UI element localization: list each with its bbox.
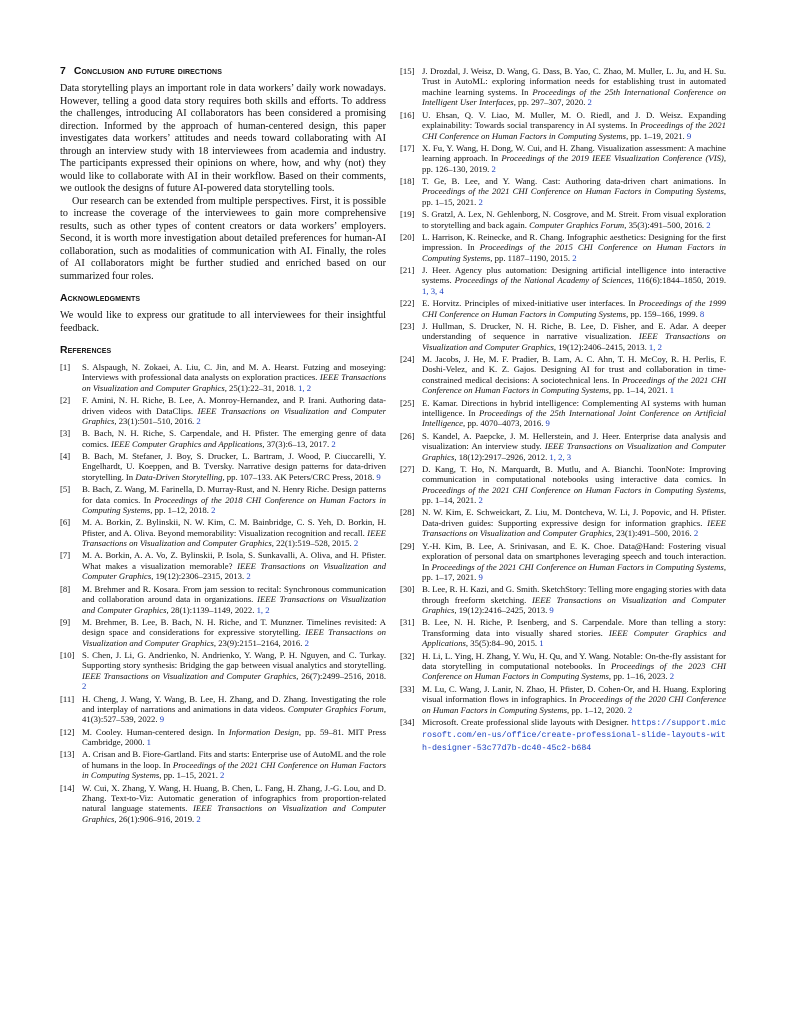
- reference-number: [19]: [400, 209, 415, 220]
- reference-number: [9]: [60, 616, 71, 627]
- reference-venue: IEEE Transactions on Visualization and Computer Graphics: [422, 331, 727, 352]
- reference-venue: IEEE Transactions on Visualization and Computer Graphics: [82, 405, 386, 427]
- reference-text: [82, 362, 386, 393]
- reference-details: , pp. 59–81. MIT Press Cambridge, 2000.: [82, 726, 387, 748]
- reference-number: [2]: [60, 395, 71, 406]
- reference-authors-title: A. Crisan and B. Fiore-Gartland. Fits and starts: Enterprise use of AutoML and the role of humans in the loop. In: [82, 749, 386, 770]
- reference-text: [422, 717, 726, 754]
- reference-list-left: [60, 362, 386, 824]
- reference-text: [422, 541, 726, 583]
- reference-text: [422, 298, 726, 319]
- reference-authors-title: M. A. Borkin, Z. Bylinskii, N. W. Kim, C. M. Bainbridge, C. S. Yeh, D. Borkin, H. Pfister, and A. Oliva. Beyond memorability: Visualization recognition and recall.: [82, 517, 386, 538]
- reference-item: [400, 110, 726, 141]
- reference-backlinks[interactable]: 2: [196, 813, 201, 824]
- reference-authors-title: H. Cheng, J. Wang, Y. Wang, B. Lee, H. Zhang, and D. Zhang. Investigating the role and interplay of narrations and animations in data videos.: [82, 693, 386, 715]
- reference-number: [15]: [400, 66, 415, 76]
- reference-details: , pp. 1–12, 2018.: [150, 505, 212, 516]
- reference-authors-title: B. Lee, R. H. Kazi, and G. Smith. SketchStory: Telling more engaging stories with data through freeform sketching.: [422, 584, 726, 605]
- reference-details: , 23(1):501–510, 2016.: [114, 416, 197, 427]
- reference-venue: Proceedings of the 2015 CHI Conference on Human Factors in Computing Systems: [422, 242, 726, 263]
- reference-text: [422, 143, 726, 174]
- reference-details: , pp. 1–17, 2021.: [422, 561, 726, 582]
- reference-authors-title: W. Cui, X. Zhang, Y. Wang, H. Huang, B. Chen, L. Fang, H. Zhang, J.-G. Lou, and D. Zhang. Text-to-Viz: Automatic generation of infographics from proportion-related natural language statements.: [82, 782, 386, 814]
- reference-item: [400, 431, 726, 462]
- reference-text: [82, 783, 386, 825]
- reference-authors-title: H. Li, L. Ying, H. Zhang, Y. Wu, H. Qu, and Y. Wang. Notable: On-the-fly assistant for data storytelling in computational notebooks. In: [422, 650, 726, 672]
- reference-item: [400, 354, 726, 396]
- reference-item: [60, 584, 386, 615]
- reference-item: [400, 617, 726, 648]
- reference-number: [31]: [400, 617, 415, 628]
- reference-details: , 35(3):491–500, 2016.: [624, 219, 707, 230]
- reference-venue: Proceedings of the 2021 CHI Conference on Human Factors in Computing Systems: [422, 484, 724, 495]
- reference-details: , 18(12):2917–2926, 2012.: [454, 451, 550, 462]
- reference-number: [34]: [400, 716, 415, 727]
- reference-details: , 28(1):1139–1149, 2022.: [166, 604, 257, 615]
- reference-venue: Proceedings of the 2021 CHI Conference on Human Factors in Computing Systems: [422, 186, 724, 197]
- reference-authors-title: D. Kang, T. Ho, N. Marquardt, B. Mutlu, and A. Bianchi. ToonNote: Improving communication in computational notebooks using interactive data comics. In: [422, 463, 726, 485]
- reference-number: [18]: [400, 175, 415, 186]
- reference-authors-title: B. Bach, N. H. Riche, S. Carpendale, and H. Pfister. The emerging genre of data comics.: [82, 428, 386, 449]
- reference-details: , 23(9):2151–2164, 2016.: [213, 637, 305, 648]
- reference-item: [400, 651, 726, 682]
- reference-venue: IEEE Transactions on Visualization and Computer Graphics: [422, 594, 726, 616]
- reference-item: [60, 517, 386, 548]
- reference-details: , 37(3):6–13, 2017.: [262, 438, 332, 449]
- left-column: [60, 66, 386, 826]
- reference-number: [8]: [60, 583, 71, 594]
- acknowledgments-heading: [60, 293, 386, 304]
- reference-backlinks[interactable]: 9: [686, 130, 692, 141]
- reference-text: [82, 749, 386, 780]
- reference-item: [400, 398, 726, 429]
- reference-item: [60, 650, 386, 692]
- reference-backlinks[interactable]: 1, 2: [298, 382, 312, 393]
- reference-details: , pp. 4070–4073, 2016.: [463, 418, 546, 429]
- reference-number: [10]: [60, 649, 75, 660]
- reference-backlinks[interactable]: 2: [627, 704, 633, 715]
- reference-venue: Proceedings of the 2021 CHI Conference on Human Factors in Computing Systems: [431, 561, 724, 572]
- reference-details: , pp. 1–12, 2020.: [567, 704, 628, 715]
- reference-details: , pp. 1187–1190, 2015.: [490, 252, 573, 263]
- reference-authors-title: B. Bach, M. Stefaner, J. Boy, S. Drucker, L. Bartram, J. Wood, P. Ciuccarelli, Y. Engelhardt, U. Koeppen, and B. Tversky. Narrative design patterns for data-driven storytelling. In: [82, 451, 386, 482]
- reference-backlinks[interactable]: 2: [211, 505, 216, 516]
- reference-text: [422, 617, 726, 648]
- reference-venue: Data-Driven Storytelling: [135, 471, 223, 482]
- reference-authors-title: X. Fu, Y. Wang, H. Dong, W. Cui, and H. Zhang. Visualization assessment: A machine learning approach. In: [422, 142, 726, 164]
- reference-details: , 26(1):906–916, 2019.: [114, 813, 197, 824]
- reference-venue: IEEE Transactions on Visualization and Computer Graphics: [82, 372, 386, 393]
- reference-venue: IEEE Transactions on Visualization and Computer Graphics: [82, 594, 386, 615]
- reference-details: , 35(5):84–90, 2015.: [465, 638, 540, 649]
- reference-details: , pp. 1–14, 2021.: [422, 484, 726, 506]
- reference-details: , 19(12):2306–2315, 2013.: [151, 571, 247, 582]
- reference-authors-title: S. Chen, J. Li, G. Andrienko, N. Andrienko, Y. Wang, P. H. Nguyen, and C. Turkay. Supporting story synthesis: Bridging the gap between visual analytics and storytelling.: [82, 649, 386, 671]
- reference-authors-title: S. Kandel, A. Paepcke, J. M. Hellerstein, and J. Heer. Enterprise data analysis and visualization: An interview study.: [422, 430, 726, 452]
- reference-number: [24]: [400, 353, 415, 364]
- reference-details: , 26(7):2499–2516, 2018.: [296, 670, 386, 681]
- reference-authors-title: S. Alspaugh, N. Zokaei, A. Liu, C. Jin, and M. A. Hearst. Futzing and moseying: Interviews with professional data analysts on exploration practices.: [82, 362, 386, 383]
- section-title: Conclusion and future directions: [73, 66, 222, 77]
- reference-venue: Proceedings of the 2023 CHI Conference on Human Factors in Computing Systems: [422, 661, 727, 682]
- conclusion-heading: [60, 66, 386, 77]
- reference-backlinks[interactable]: 9: [478, 572, 483, 582]
- reference-number: [5]: [60, 484, 71, 495]
- reference-details: , pp. 1–15, 2021.: [159, 770, 221, 781]
- reference-venue: Proceedings of the National Academy of Sciences: [454, 275, 632, 286]
- reference-authors-title: M. Jacobs, J. He, M. F. Pradier, B. Lam, A. C. Ahn, T. H. McCoy, R. H. Perlis, F. Doshi-Velez, and K. Z. Gajos. Designing AI for trust and collaboration in time-constrained medical decisions: A sociotechnical lens. In: [422, 353, 726, 385]
- reference-number: [22]: [400, 298, 415, 309]
- reference-backlinks[interactable]: 2: [196, 416, 201, 427]
- reference-authors-title: M. Brehmer, B. Lee, B. Bach, N. H. Riche, and T. Munzner. Timelines revisited: A design space and considerations for expressive storytelling.: [82, 616, 386, 638]
- reference-text: [422, 176, 726, 207]
- reference-number: [4]: [60, 451, 71, 462]
- reference-item: [400, 584, 726, 615]
- reference-text: [422, 464, 726, 506]
- reference-backlinks[interactable]: 2: [331, 438, 336, 449]
- reference-text: [422, 507, 726, 538]
- right-column: [400, 66, 726, 756]
- reference-authors-title: L. Harrison, K. Reinecke, and R. Chang. Infographic aesthetics: Designing for the first impression. In: [422, 231, 726, 253]
- reference-number: [6]: [60, 517, 71, 528]
- reference-text: [82, 617, 386, 648]
- reference-venue: Computer Graphics Forum: [287, 704, 384, 715]
- reference-number: [16]: [400, 109, 415, 120]
- reference-authors-title: M. A. Borkin, A. A. Vo, Z. Bylinskii, P. Isola, S. Sunkavalli, A. Oliva, and H. Pfister. What makes a visualization memorable?: [82, 550, 386, 571]
- reference-item: [60, 451, 386, 482]
- acknowledgments-title: Acknowledgments: [60, 293, 141, 304]
- reference-text: [422, 584, 726, 615]
- reference-text: [422, 354, 726, 396]
- reference-venue: IEEE Transactions on Visualization and Computer Graphics: [82, 670, 297, 681]
- reference-details: , pp. 1–16, 2023.: [608, 671, 670, 682]
- reference-backlinks[interactable]: 2: [478, 196, 483, 207]
- reference-backlinks[interactable]: 2: [478, 495, 483, 506]
- reference-backlinks[interactable]: 1, 3, 4: [422, 285, 444, 296]
- reference-backlinks[interactable]: 9: [549, 605, 554, 616]
- reference-details: , 19(12):2406–2415, 2013.: [553, 341, 649, 352]
- reference-url-link[interactable]: https://support.microsoft.com/en-us/office/create-professional-slide-layouts-with-designer-53c77d7b-dc40-45c2-b684: [422, 718, 726, 753]
- reference-item: [400, 209, 726, 230]
- reference-venue: IEEE Computer Graphics and Applications: [110, 438, 263, 449]
- reference-authors-title: N. W. Kim, E. Schweickart, Z. Liu, M. Dontcheva, W. Li, J. Popovic, and H. Pfister. Data-driven guides: Supporting expressive design for information graphics.: [422, 507, 726, 528]
- section-number: 7: [60, 66, 66, 77]
- reference-venue: Proceedings of the 2021 CHI Conference on Human Factors in Computing Systems: [82, 759, 386, 781]
- reference-backlinks[interactable]: 2: [304, 637, 309, 648]
- reference-details: , 23(1):491–500, 2016.: [611, 528, 694, 539]
- reference-details: , 116(6):1844–1850, 2019.: [631, 275, 726, 286]
- reference-details: , 19(12):2416–2425, 2013.: [454, 605, 550, 616]
- conclusion-paragraph-2: Our research can be extended from multiple perspectives. First, it is possible to increase the coverage of the interviewees to gain more comprehensive results, such as other types of content creators or data workers’ employers. Second, it is worth more investigation about detailed preferences for human-AI collaboration, such as modalities of communication with AI. Finally, the roles of AI collaborators might be further studied and enriched based on our summarized four roles.: [60, 195, 386, 282]
- reference-item: [400, 321, 726, 352]
- reference-number: [14]: [60, 782, 75, 793]
- reference-text: [82, 694, 386, 725]
- reference-text: [422, 209, 726, 230]
- reference-backlinks[interactable]: 9: [159, 714, 165, 725]
- reference-text: [422, 684, 726, 715]
- reference-text: [82, 395, 386, 426]
- reference-number: [21]: [400, 264, 415, 275]
- reference-backlinks[interactable]: 2: [587, 97, 592, 108]
- references-heading: [60, 345, 386, 356]
- reference-item: [60, 694, 386, 725]
- reference-text: [422, 265, 726, 296]
- reference-backlinks[interactable]: 9: [376, 471, 381, 482]
- reference-details: , pp. 159–166, 1999.: [626, 308, 700, 319]
- reference-authors-title: M. Lu, C. Wang, J. Lanir, N. Zhao, H. Pfister, D. Cohen-Or, and H. Huang. Exploring visual information flows in infographics. In: [422, 683, 726, 705]
- reference-number: [30]: [400, 584, 415, 595]
- reference-backlinks[interactable]: 2: [572, 252, 577, 263]
- reference-list-right: [400, 66, 726, 754]
- reference-details: , 41(3):527–539, 2022.: [82, 704, 386, 725]
- reference-item: [400, 541, 726, 583]
- reference-venue: Computer Graphics Forum: [529, 219, 625, 230]
- reference-item: [400, 684, 726, 715]
- reference-text: [82, 451, 386, 482]
- reference-item: [400, 143, 726, 174]
- reference-item: [60, 550, 386, 581]
- reference-venue: Proceedings of the 25th International Conference on Intelligent User Interfaces: [422, 86, 726, 108]
- reference-item: [400, 298, 726, 319]
- reference-venue: Information Design: [228, 726, 299, 737]
- reference-item: [400, 265, 726, 296]
- reference-venue: IEEE Transactions on Visualization and Computer Graphics: [82, 560, 386, 582]
- reference-details: , 25(1):22–31, 2018.: [224, 382, 299, 393]
- reference-item: [400, 507, 726, 538]
- reference-text: [422, 398, 726, 429]
- reference-backlinks[interactable]: 1, 2: [648, 341, 662, 352]
- reference-venue: IEEE Transactions on Visualization and Computer Graphics: [82, 627, 386, 648]
- reference-backlinks[interactable]: 2: [220, 770, 225, 781]
- reference-venue: IEEE Transactions on Visualization and Computer Graphics: [422, 441, 727, 462]
- reference-venue: Proceedings of the 1999 CHI Conference on Human Factors in Computing Systems: [422, 298, 726, 319]
- reference-item: [400, 176, 726, 207]
- reference-backlinks[interactable]: 1, 2, 3: [549, 451, 572, 462]
- reference-item: [60, 362, 386, 393]
- reference-number: [17]: [400, 142, 415, 153]
- reference-venue: Proceedings of the 25th International Joint Conference on Artificial Intelligence: [422, 408, 726, 429]
- reference-number: [33]: [400, 683, 415, 694]
- reference-backlinks[interactable]: 2: [82, 681, 87, 692]
- reference-backlinks[interactable]: 2: [491, 163, 496, 174]
- reference-text: [82, 584, 386, 615]
- reference-authors-title: T. Ge, B. Lee, and Y. Wang. Cast: Authoring data-driven chart animations. In: [422, 175, 726, 186]
- reference-number: [13]: [60, 749, 75, 760]
- reference-venue: Proceedings of the 2019 IEEE Visualization Conference (VIS): [501, 153, 724, 164]
- reference-authors-title: M. Brehmer and R. Kosara. From jam session to recital: Synchronous communication and collaboration around data in organizations.: [82, 583, 386, 605]
- reference-backlinks[interactable]: 2: [246, 571, 251, 582]
- reference-text: [422, 431, 726, 462]
- reference-text: [82, 650, 386, 692]
- conclusion-paragraph-1: Data storytelling plays an important role in data workers’ daily work nowadays. However, telling a good data story requires both skills and efforts. To address the challenges, introducing AI collaborators has been considered a promising direction. Informed by the approach of human-centered design, this paper investigates data workers’ attitudes and needs toward collaborating with AI through an interview study with 18 interviewees from academia and industry. The participants expressed their opinions on where, how, and why (not) they would like to collaborate with AI in their workflow. Based on their comments, we outlook the designs of future AI-powered data storytelling tools.: [60, 83, 386, 194]
- reference-venue: IEEE Transactions on Visualization and Computer Graphics: [82, 527, 386, 549]
- reference-venue: IEEE Computer Graphics and Applications: [422, 627, 726, 649]
- reference-backlinks[interactable]: 9: [545, 418, 550, 429]
- reference-details: , pp. 1–19, 2021.: [626, 130, 687, 141]
- reference-number: [1]: [60, 362, 71, 372]
- reference-number: [20]: [400, 231, 415, 242]
- reference-authors-title: J. Hullman, S. Drucker, N. H. Riche, B. Lee, D. Fisher, and E. Adar. A deeper understanding of sequence in narrative visualization.: [422, 320, 726, 342]
- reference-authors-title: J. Drozdal, J. Weisz, D. Wang, G. Dass, B. Yao, C. Zhao, M. Muller, L. Ju, and H. Su. Trust in AutoML: exploring information needs for establishing trust in automated machine learning systems. In: [422, 66, 726, 97]
- reference-backlinks[interactable]: 2: [693, 528, 699, 539]
- reference-text: [82, 517, 386, 548]
- reference-authors-title: B. Lee, N. H. Riche, P. Isenberg, and S. Carpendale. More than telling a story: Transforming data into visually shared stories.: [422, 617, 726, 638]
- reference-authors-title: J. Heer. Agency plus automation: Designing artificial intelligence into interactive systems.: [422, 264, 726, 286]
- reference-backlinks[interactable]: 1: [539, 638, 544, 649]
- reference-item: [400, 232, 726, 263]
- reference-backlinks[interactable]: 8: [699, 308, 705, 319]
- reference-authors-title: M. Cooley. Human-centered design. In: [82, 726, 229, 737]
- reference-authors-title: S. Gratzl, A. Lex, N. Gehlenborg, N. Cosgrove, and M. Streit. From visual exploration to storytelling and back again.: [422, 209, 726, 230]
- reference-item: [60, 484, 386, 515]
- reference-details: , pp. 107–133. AK Peters/CRC Press, 2018.: [222, 471, 377, 482]
- reference-number: [32]: [400, 650, 415, 661]
- reference-item: [60, 749, 386, 780]
- reference-number: [27]: [400, 463, 415, 474]
- reference-backlinks[interactable]: 1: [669, 385, 675, 396]
- reference-number: [29]: [400, 540, 415, 551]
- reference-backlinks[interactable]: 2: [669, 671, 675, 682]
- reference-backlinks[interactable]: 2: [353, 538, 359, 549]
- reference-item: [60, 428, 386, 449]
- reference-venue: IEEE Transactions on Visualization and Computer Graphics: [82, 803, 387, 824]
- reference-backlinks[interactable]: 1: [146, 737, 152, 748]
- reference-authors-title: Microsoft. Create professional slide layouts with Designer.: [422, 716, 632, 727]
- reference-item: [60, 395, 386, 426]
- reference-details: , 22(1):519–528, 2015.: [271, 538, 354, 549]
- reference-number: [28]: [400, 507, 415, 518]
- reference-number: [3]: [60, 428, 71, 439]
- reference-venue: Proceedings of the 2021 CHI Conference on Human Factors in Computing Systems: [422, 374, 726, 396]
- reference-item: [400, 717, 726, 754]
- reference-text: [422, 651, 726, 682]
- reference-details: , pp. 297–307, 2020.: [513, 97, 588, 108]
- reference-authors-title: E. Horvitz. Principles of mixed-initiative user interfaces. In: [422, 298, 639, 309]
- reference-item: [400, 66, 726, 108]
- reference-authors-title: F. Amini, N. H. Riche, B. Lee, A. Monroy-Hernandez, and P. Irani. Authoring data-driven videos with DataClips.: [82, 395, 386, 416]
- reference-text: [82, 428, 386, 449]
- reference-text: [422, 232, 726, 263]
- reference-authors-title: U. Ehsan, Q. V. Liao, M. Muller, M. O. Riedl, and J. D. Weisz. Expanding explainability: Towards social transparency in AI systems. In: [422, 109, 726, 131]
- reference-item: [400, 464, 726, 506]
- reference-details: , pp. 1–14, 2021.: [608, 385, 670, 396]
- reference-venue: Proceedings of the 2021 CHI Conference on Human Factors in Computing Systems: [422, 120, 726, 141]
- reference-item: [60, 617, 386, 648]
- reference-text: [82, 484, 386, 515]
- reference-backlinks[interactable]: 2: [706, 219, 711, 230]
- reference-backlinks[interactable]: 1, 2: [256, 604, 270, 615]
- reference-number: [7]: [60, 550, 71, 561]
- reference-text: [82, 727, 386, 748]
- reference-number: [26]: [400, 430, 415, 441]
- reference-text: [422, 66, 726, 108]
- reference-text: [82, 550, 386, 581]
- reference-venue: Proceedings of the 2020 CHI Conference on Human Factors in Computing Systems: [422, 694, 726, 715]
- reference-number: [23]: [400, 320, 415, 331]
- reference-number: [11]: [60, 693, 75, 704]
- reference-authors-title: E. Kamar. Directions in hybrid intelligence: Complementing AI systems with human intelligence. In: [422, 397, 726, 419]
- reference-authors-title: B. Bach, Z. Wang, M. Farinella, D. Murray-Rust, and N. Henry Riche. Design patterns for data comics. In: [82, 484, 386, 505]
- reference-number: [12]: [60, 726, 75, 737]
- reference-text: [422, 321, 726, 352]
- reference-item: [60, 727, 386, 748]
- reference-details: , pp. 126–130, 2019.: [422, 153, 726, 174]
- reference-venue: IEEE Transactions on Visualization and Computer Graphics: [422, 517, 726, 539]
- reference-text: [422, 110, 726, 141]
- reference-venue: Proceedings of the 2018 CHI Conference on Human Factors in Computing Systems: [82, 494, 386, 516]
- reference-details: , pp. 1–15, 2021.: [422, 186, 726, 207]
- reference-authors-title: Y.-H. Kim, B. Lee, A. Srinivasan, and E. K. Choe. Data@Hand: Fostering visual exploration of personal data on smartphones leveraging speech and touch interaction. In: [422, 540, 726, 572]
- reference-item: [60, 783, 386, 825]
- acknowledgments-text: We would like to express our gratitude to all interviewees for their insightful feedback.: [60, 310, 386, 334]
- reference-number: [25]: [400, 397, 415, 408]
- references-title: References: [60, 345, 112, 356]
